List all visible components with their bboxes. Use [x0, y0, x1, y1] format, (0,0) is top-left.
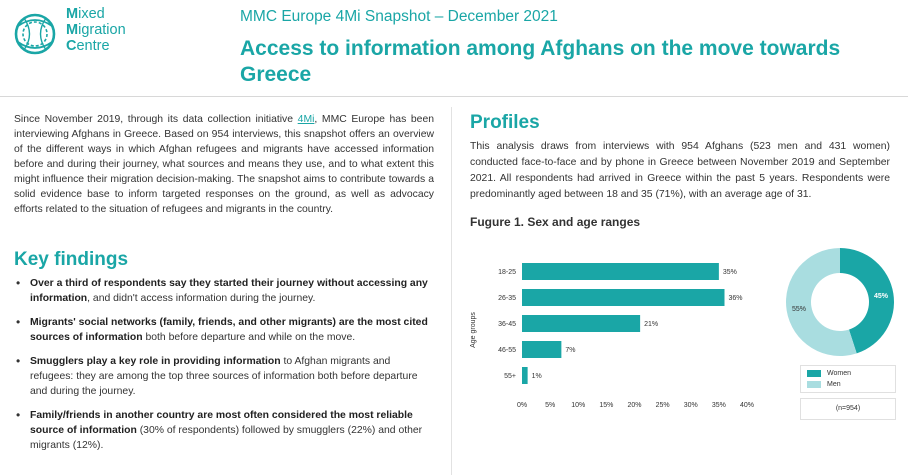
list-item: • Family/friends in another country are most often considered the most reliable source of information (30% of respondents) followed by smugglers (22%) and other migrants (12%).: [14, 408, 434, 453]
logo-wordmark: Mixed Migration Centre: [66, 6, 126, 54]
report-subtitle: MMC Europe 4Mi Snapshot – December 2021: [240, 8, 558, 25]
intro-section: [14, 112, 434, 217]
list-item: • Migrants' social networks (family, friends, and other migrants) are the most cited sources of information both before departure and while on the move.: [14, 315, 434, 345]
logo: [10, 4, 170, 64]
value-label: 1%: [531, 373, 542, 380]
x-tick-label: 0%: [516, 402, 528, 409]
category-label: 46-55: [498, 347, 516, 354]
category-label: 18-25: [498, 269, 516, 276]
list-item: • Over a third of respondents say they started their journey without accessing any information, and didn't access information during the journey.: [14, 276, 434, 306]
value-label: 7%: [565, 347, 576, 354]
category-label: 55+: [504, 373, 516, 380]
bar: [522, 263, 719, 280]
list-item: • Smugglers play a key role in providing information to Afghan migrants and refugees: they are among the top three sources of information both before departure and during the journey.: [14, 354, 434, 399]
y-axis-label: Age groups: [470, 312, 477, 348]
column-divider: [451, 107, 452, 475]
value-label: 36%: [728, 295, 743, 302]
bar: [522, 289, 725, 306]
bar: [522, 315, 640, 332]
x-tick-label: 30%: [683, 402, 698, 409]
value-label: 21%: [644, 321, 659, 328]
x-tick-label: 15%: [599, 402, 614, 409]
4mi-link[interactable]: 4Mi: [297, 114, 315, 125]
x-tick-label: 25%: [655, 402, 670, 409]
figure-title: Fugure 1. Sex and age ranges: [470, 215, 641, 229]
slice-label: 45%: [873, 293, 888, 301]
header-divider: [0, 96, 908, 97]
profiles-section: [470, 112, 890, 203]
x-tick-label: 20%: [627, 402, 642, 409]
intro-paragraph: Since November 2019, through its data collection initiative 4Mi, MMC Europe has been interviewing Afghans in Greece. Based on 954 interviews, this snapshot offers an overview of the different ways in which Afghan refugees and migrants have accessed information before and during their journey, what sources and means they use, and to what extent this might influence their migration decision-making. The snapshot aims to contribute towards a solid evidence base to inform targeted responses on the ground, as well as advocacy efforts related to the situation of refugees and migrants in the country.: [14, 114, 435, 215]
category-label: 26-35: [498, 295, 516, 302]
legend-item-men: Men: [807, 381, 841, 388]
x-tick-label: 40%: [739, 402, 755, 409]
sample-size-note: (n=954): [800, 398, 896, 420]
profiles-paragraph: This analysis draws from interviews with 954 Afghans (523 men and 431 women) conducted face-to-face and by phone in Greece between November 2019 and September 2021. All respondents had arrived in Greece within the past 5 years. Respondents were predominantly aged between 18 and 35 (71%), with an average age of 31.: [470, 141, 890, 200]
logo-globe-icon: [10, 4, 60, 62]
key-findings-heading: Key findings: [14, 249, 129, 270]
donut-legend: [800, 365, 896, 393]
legend-swatch: [807, 381, 821, 388]
x-tick-label: 10%: [571, 402, 586, 409]
value-label: 35%: [722, 269, 737, 276]
profiles-heading: Profiles: [470, 112, 540, 133]
bar: [522, 341, 561, 358]
age-bar-chart: [465, 255, 775, 415]
legend-item-women: Women: [807, 370, 851, 377]
sex-donut-chart: [784, 246, 896, 358]
bar: [522, 367, 528, 384]
x-tick-label: 35%: [711, 402, 726, 409]
page-title: Access to information among Afghans on the move towards Greece: [240, 37, 841, 86]
slice-label: 55%: [792, 305, 807, 313]
category-label: 36-45: [498, 321, 516, 328]
legend-swatch: [807, 370, 821, 377]
key-findings-list: [14, 276, 434, 462]
x-tick-label: 5%: [545, 402, 556, 409]
